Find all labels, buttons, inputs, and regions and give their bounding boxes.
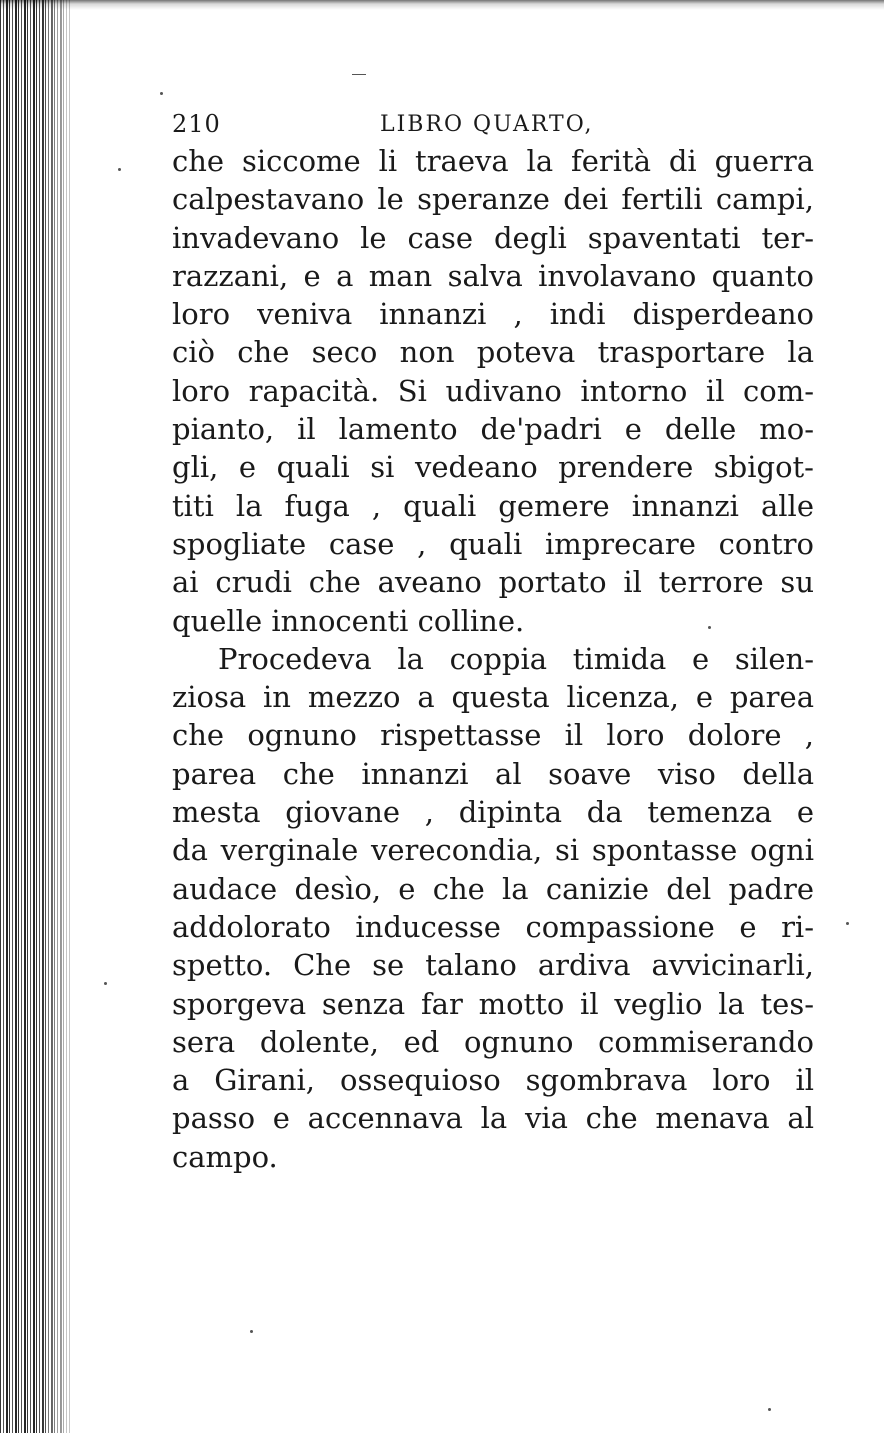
- text-line: titi la fuga , quali gemere innanzi alle: [172, 488, 814, 523]
- text-line: ai crudi che aveano portato il terrore su: [172, 565, 814, 600]
- text-line: da verginale verecondia, si spontasse ogni: [172, 833, 814, 868]
- scan-speck: [352, 74, 366, 75]
- scan-speck: [104, 982, 107, 985]
- text-line: che ognuno rispettasse il loro dolore ,: [172, 718, 814, 753]
- scan-speck: [160, 92, 163, 95]
- running-head: [172, 110, 612, 146]
- text-line: addolorato inducesse compassione e ri-: [172, 909, 814, 944]
- text-line: Procedeva la coppia timida e silen-: [218, 641, 814, 676]
- scan-speck: [768, 1408, 771, 1411]
- text-line: parea che innanzi al soave viso della: [172, 756, 814, 791]
- text-line: invadevano le case degli spaventati ter-: [172, 220, 814, 255]
- page-number: 210: [172, 110, 221, 138]
- text-line: mesta giovane , dipinta da temenza e: [172, 795, 814, 830]
- scan-speck: [708, 626, 711, 629]
- text-line: che siccome li traeva la ferità di guerra: [172, 144, 814, 178]
- top-page-edge: [0, 0, 884, 10]
- text-line: spogliate case , quali imprecare contro: [172, 526, 814, 561]
- text-line: passo e accennava la via che menava al: [172, 1101, 814, 1136]
- text-line: loro veniva innanzi , indi disperdeano: [172, 297, 814, 332]
- paragraph-1: [172, 142, 814, 640]
- paragraph-2: [172, 640, 814, 1176]
- text-line: calpestavano le speranze dei fertili campi,: [172, 182, 814, 217]
- text-line: spetto. Che se talano ardiva avvicinarli,: [172, 948, 814, 983]
- text-line: ciò che seco non poteva trasportare la: [172, 335, 814, 370]
- scan-speck: [118, 168, 121, 171]
- text-line: pianto, il lamento de'padri e delle mo-: [172, 412, 814, 447]
- body-text: [172, 142, 814, 1176]
- text-line: loro rapacità. Si udivano intorno il com-: [172, 373, 814, 408]
- gutter-shadow: [40, 0, 80, 1433]
- text-line: sera dolente, ed ognuno commiserando: [172, 1024, 814, 1059]
- text-line: sporgeva senza far motto il veglio la tes-: [172, 986, 814, 1021]
- text-line: campo.: [172, 1139, 278, 1174]
- text-line: a Girani, ossequioso sgombrava loro il: [172, 1063, 814, 1098]
- text-line: quelle innocenti colline.: [172, 603, 525, 638]
- text-line: gli, e quali si vedeano prendere sbigot-: [172, 450, 814, 485]
- text-line: audace desìo, e che la canizie del padre: [172, 871, 814, 906]
- running-title: LIBRO QUARTO,: [380, 112, 594, 137]
- text-line: razzani, e a man salva involavano quanto: [172, 258, 814, 293]
- scan-speck: [846, 922, 849, 925]
- scan-speck: [250, 1330, 253, 1333]
- text-line: ziosa in mezzo a questa licenza, e parea: [172, 680, 814, 715]
